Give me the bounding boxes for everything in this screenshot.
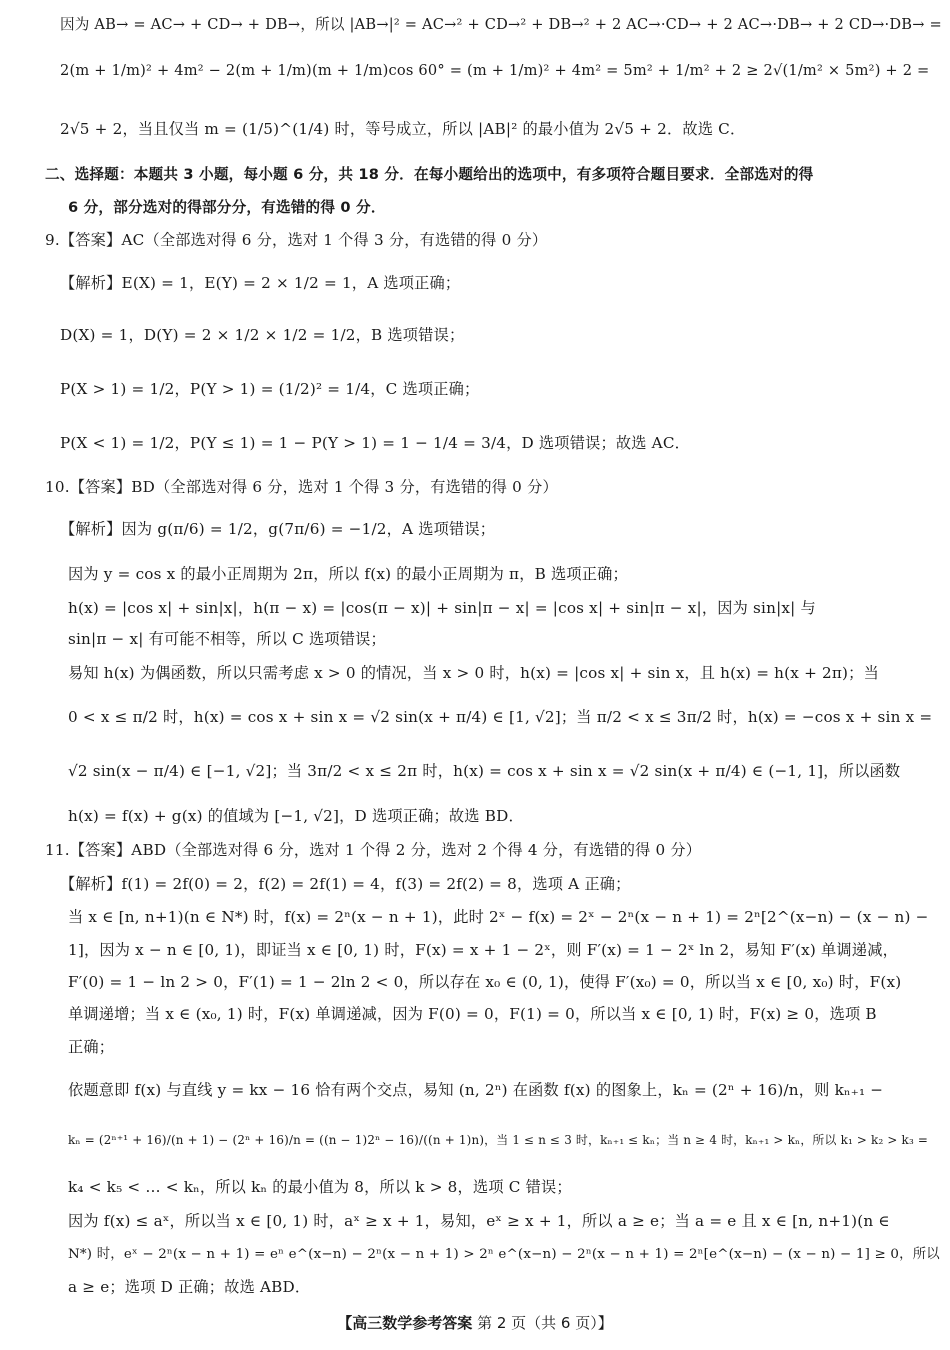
q9-analysis-b: D(X) = 1，D(Y) = 2 × 1/2 × 1/2 = 1/2，B 选项错误；: [60, 326, 465, 344]
q10-analysis-d1: 易知 h(x) 为偶函数，所以只需考虑 x > 0 的情况，当 x > 0 时，h(x) = |cos x| + sin x，且 h(x) = h(x + 2π)；当: [68, 664, 879, 682]
q11-analysis-b2: 1]，因为 x − n ∈ [0, 1)，即证当 x ∈ [0, 1) 时，F(x) = x + 1 − 2ˣ，则 F′(x) = 1 − 2ˣ ln 2，易知 F′(x) 单调递减，: [68, 941, 898, 959]
q11-analysis-b3: F′(0) = 1 − ln 2 > 0，F′(1) = 1 − 2ln 2 < 0，所以存在 x₀ ∈ (0, 1)，使得 F′(x₀) = 0，所以当 x ∈ [0, x₀) 时，F(x): [68, 973, 902, 991]
q10-answer: 10.【答案】BD（全部选对得 6 分，选对 1 个得 3 分，有选错的得 0 分）: [45, 478, 558, 496]
q10-analysis-d2: 0 < x ≤ π/2 时，h(x) = cos x + sin x = √2 sin(x + π/4) ∈ [1, √2]；当 π/2 < x ≤ 3π/2 时，h(x) = −cos x + sin x =: [68, 708, 933, 726]
q10-analysis-a: 【解析】因为 g(π/6) = 1/2，g(7π/6) = −1/2，A 选项错误；: [60, 520, 496, 538]
vector-identity-line: 因为 AB→ = AC→ + CD→ + DB→，所以 |AB→|² = AC→² + CD→² + DB→² + 2 AC→·CD→ + 2 AC→·DB→ + 2 CD→·DB→ =: [60, 16, 942, 33]
q11-analysis-c3: k₄ < k₅ < … < kₙ，所以 kₙ 的最小值为 8，所以 k > 8，选项 C 错误；: [68, 1178, 572, 1196]
q11-analysis-a: 【解析】f(1) = 2f(0) = 2，f(2) = 2f(1) = 4，f(3) = 2f(2) = 8，选项 A 正确；: [60, 875, 631, 893]
q9-analysis-c: P(X > 1) = 1/2，P(Y > 1) = (1/2)² = 1/4，C 选项正确；: [60, 380, 480, 398]
q10-analysis-b: 因为 y = cos x 的最小正周期为 2π，所以 f(x) 的最小正周期为 π，B 选项正确；: [68, 565, 628, 583]
q11-analysis-d2: N*) 时，eˣ − 2ⁿ(x − n + 1) = eⁿ e^(x−n) − 2ⁿ(x − n + 1) > 2ⁿ e^(x−n) − 2ⁿ(x − n + 1) = 2ⁿ[e^(x−n) − (x − n) − 1] ≥ 0，所以: [68, 1247, 940, 1262]
q11-analysis-d3: a ≥ e；选项 D 正确；故选 ABD．: [68, 1278, 311, 1296]
q10-analysis-c2: sin|π − x| 有可能不相等，所以 C 选项错误；: [68, 630, 386, 648]
q11-answer: 11.【答案】ABD（全部选对得 6 分，选对 1 个得 2 分，选对 2 个得 4 分，有选错的得 0 分）: [45, 841, 702, 859]
q9-analysis-d: P(X < 1) = 1/2，P(Y ≤ 1) = 1 − P(Y > 1) = 1 − 1/4 = 3/4，D 选项错误；故选 AC．: [60, 434, 691, 452]
inequality-line: 2(m + 1/m)² + 4m² − 2(m + 1/m)(m + 1/m)cos 60° = (m + 1/m)² + 4m² = 5m² + 1/m² + 2 ≥ 2√(1/m² × 5m²) + 2 =: [60, 62, 930, 79]
q11-analysis-b4: 单调递增；当 x ∈ (x₀, 1) 时，F(x) 单调递减，因为 F(0) = 0，F(1) = 0，所以当 x ∈ [0, 1) 时，F(x) ≥ 0，选项 B: [68, 1005, 877, 1023]
q10-analysis-d4: h(x) = f(x) + g(x) 的值域为 [−1, √2]，D 选项正确；故选 BD．: [68, 807, 524, 825]
q10-analysis-c1: h(x) = |cos x| + sin|x|，h(π − x) = |cos(π − x)| + sin|π − x| = |cos x| + sin|π − x|，因为 sin|x| 与: [68, 599, 816, 617]
q11-analysis-b1: 当 x ∈ [n, n+1)(n ∈ N*) 时，f(x) = 2ⁿ(x − n + 1)，此时 2ˣ − f(x) = 2ˣ − 2ⁿ(x − n + 1) = 2ⁿ[2^(x−n) − (x − n) −: [68, 908, 929, 926]
q10-analysis-d3: √2 sin(x − π/4) ∈ [−1, √2]；当 3π/2 < x ≤ 2π 时，h(x) = cos x + sin x = √2 sin(x + π/4) ∈ (−1, 1]，所以函数: [68, 762, 901, 780]
q11-analysis-c2: kₙ = (2ⁿ⁺¹ + 16)/(n + 1) − (2ⁿ + 16)/n = ((n − 1)2ⁿ − 16)/((n + 1)n)，当 1 ≤ n ≤ 3 时，kₙ₊₁ ≤ kₙ；当 n ≥ 4 时，kₙ₊₁ > kₙ，所以 k₁ > k₂ > k₃ =: [68, 1133, 929, 1147]
conclusion-line: 2√5 + 2，当且仅当 m = (1/5)^(1/4) 时，等号成立，所以 |AB|² 的最小值为 2√5 + 2．故选 C．: [60, 120, 746, 138]
q11-analysis-c1: 依题意即 f(x) 与直线 y = kx − 16 恰有两个交点，易知 (n, 2ⁿ) 在函数 f(x) 的图象上，kₙ = (2ⁿ + 16)/n，则 kₙ₊₁ −: [68, 1081, 884, 1099]
footer-page-number: 第 2 页（共 6 页）】: [477, 1314, 613, 1332]
section-heading: 二、选择题：本题共 3 小题，每小题 6 分，共 18 分．在每小题给出的选项中，有多项符合题目要求．全部选对的得: [45, 166, 814, 183]
page-footer: [0, 1312, 950, 1333]
q9-analysis-a: 【解析】E(X) = 1，E(Y) = 2 × 1/2 = 1，A 选项正确；: [60, 274, 461, 292]
footer-title: 【高三数学参考答案: [337, 1314, 473, 1332]
q9-answer: 9.【答案】AC（全部选对得 6 分，选对 1 个得 3 分，有选错的得 0 分）: [45, 231, 548, 249]
q11-analysis-d1: 因为 f(x) ≤ aˣ，所以当 x ∈ [0, 1) 时，aˣ ≥ x + 1，易知，eˣ ≥ x + 1，所以 a ≥ e；当 a = e 且 x ∈ [n, n+1)(n ∈: [68, 1212, 890, 1230]
q11-analysis-b5: 正确；: [68, 1038, 115, 1056]
section-heading-cont: 6 分，部分选对的得部分分，有选错的得 0 分．: [68, 199, 386, 216]
